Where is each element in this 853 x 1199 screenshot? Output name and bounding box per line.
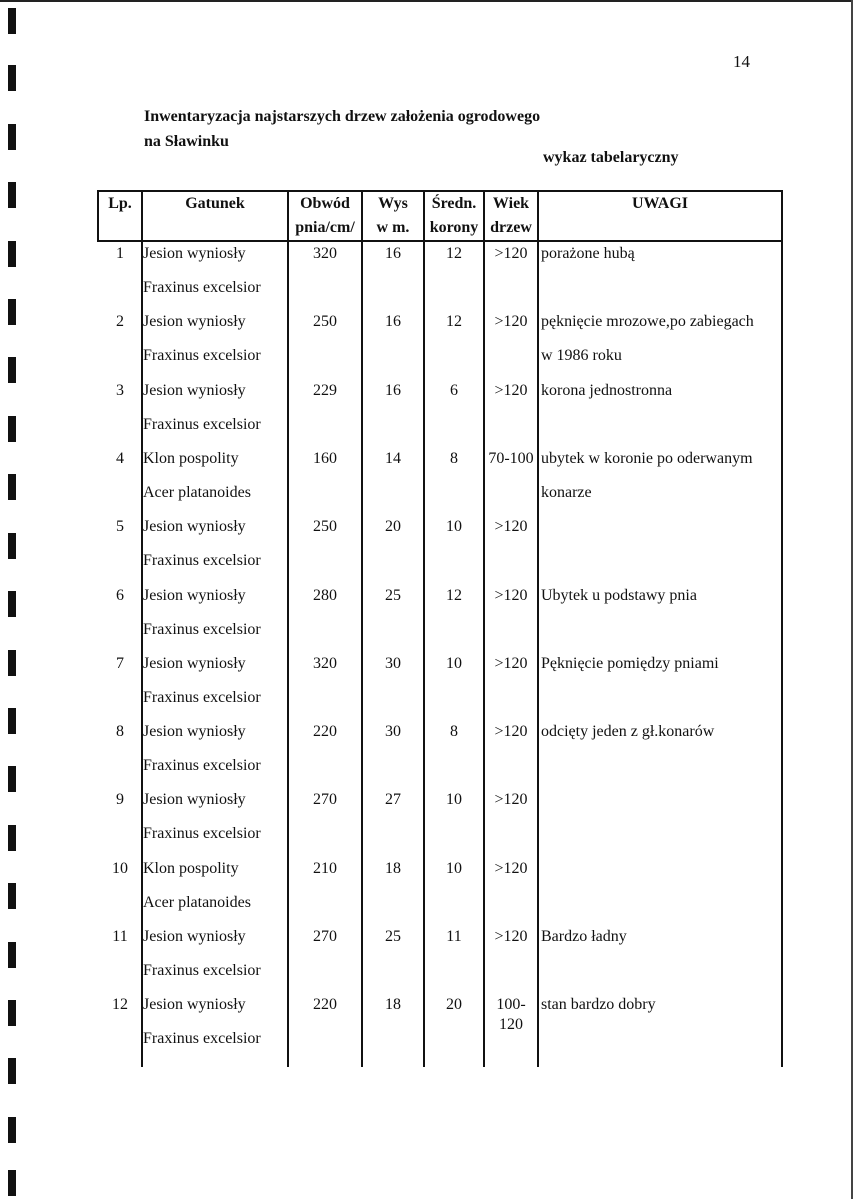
binding-hole — [8, 124, 16, 150]
column-divider-wiek — [537, 190, 539, 1067]
cell-lp: 11 — [112, 928, 128, 945]
cell-age: >120 — [494, 381, 528, 399]
binding-hole — [8, 708, 16, 734]
header-sredn-line2: korony — [429, 219, 479, 236]
cell-species-polish: Jesion wyniosły — [143, 996, 246, 1014]
cell-height: 18 — [385, 859, 401, 877]
cell-lp: 2 — [116, 313, 124, 331]
cell-circumference: 270 — [313, 791, 337, 809]
cell-remarks-line1: pęknięcie mrozowe,po zabiegach — [541, 313, 754, 331]
binding-hole — [8, 650, 16, 676]
cell-remarks-line1: stan bardzo dobry — [541, 996, 656, 1014]
cell-height: 27 — [385, 791, 401, 809]
cell-species-polish: Jesion wyniosły — [143, 586, 246, 604]
cell-height: 30 — [385, 654, 401, 672]
cell-crown-diameter: 10 — [446, 518, 462, 536]
cell-height: 16 — [385, 381, 401, 399]
cell-crown-diameter: 10 — [446, 654, 462, 672]
cell-species-polish: Jesion wyniosły — [143, 313, 246, 331]
cell-remarks-line1: Bardzo ładny — [541, 928, 627, 945]
cell-remarks-line1: korona jednostronna — [541, 381, 673, 399]
binding-hole — [8, 533, 16, 559]
cell-circumference: 210 — [313, 859, 337, 877]
document-title — [144, 104, 540, 154]
cell-crown-diameter: 12 — [446, 313, 462, 331]
table-right-border — [781, 190, 783, 1067]
cell-lp: 7 — [116, 654, 124, 672]
cell-remarks-line2: w 1986 roku — [541, 347, 622, 365]
cell-circumference: 250 — [313, 313, 337, 331]
cell-species-polish: Jesion wyniosły — [143, 723, 246, 741]
binding-hole — [8, 883, 16, 909]
cell-species-polish: Klon pospolity — [143, 859, 239, 877]
cell-lp: 9 — [116, 791, 124, 809]
cell-lp: 5 — [116, 518, 124, 536]
inventory-table — [97, 190, 783, 1067]
cell-height: 25 — [385, 586, 401, 604]
cell-height: 16 — [385, 245, 401, 262]
page-number: 14 — [733, 52, 750, 71]
cell-height: 18 — [385, 996, 401, 1014]
cell-age: >120 — [494, 928, 528, 945]
binding-hole — [8, 1058, 16, 1084]
page-edge-top — [0, 0, 853, 2]
binding-hole — [8, 241, 16, 267]
header-wys-line1: Wys — [378, 195, 408, 212]
cell-circumference: 270 — [313, 928, 337, 945]
binding-hole — [8, 182, 16, 208]
cell-circumference: 160 — [313, 449, 337, 467]
cell-remarks-line1: ubytek w koronie po oderwanym — [541, 449, 753, 467]
cell-species-latin: Fraxinus excelsior — [143, 279, 261, 296]
cell-lp: 12 — [112, 996, 128, 1014]
cell-species-polish: Jesion wyniosły — [143, 381, 246, 399]
cell-age: 70-100 — [488, 449, 534, 467]
cell-crown-diameter: 6 — [450, 381, 458, 399]
cell-age: >120 — [494, 586, 528, 604]
header-uwagi: UWAGI — [631, 195, 688, 212]
document-subtitle: wykaz tabelaryczny — [543, 149, 679, 166]
cell-age: >120 — [494, 245, 528, 262]
binding-hole — [8, 416, 16, 442]
cell-remarks-line1: Ubytek u podstawy pnia — [541, 586, 697, 604]
cell-lp: 8 — [116, 723, 124, 741]
header-gatunek: Gatunek — [185, 195, 245, 212]
cell-lp: 6 — [116, 586, 124, 604]
binding-hole — [8, 1170, 16, 1196]
header-wiek-line1: Wiek — [492, 195, 530, 212]
header-sredn-line1: Średn. — [431, 195, 477, 212]
cell-height: 25 — [385, 928, 401, 945]
cell-crown-diameter: 20 — [446, 996, 462, 1014]
cell-lp: 4 — [116, 449, 124, 467]
cell-remarks-line1: Pęknięcie pomiędzy pniami — [541, 654, 719, 672]
cell-height: 16 — [385, 313, 401, 331]
cell-circumference: 320 — [313, 654, 337, 672]
cell-remarks-line1: porażone hubą — [541, 245, 635, 262]
title-line-1: Inwentaryzacja najstarszych drzew założenia ogrodowego — [144, 108, 541, 125]
cell-circumference: 229 — [313, 381, 337, 399]
cell-crown-diameter: 8 — [450, 449, 458, 467]
cell-age: >120 — [494, 859, 528, 877]
cell-species-latin: Fraxinus excelsior — [143, 415, 261, 433]
cell-remarks-line1: odcięty jeden z gł.konarów — [541, 723, 715, 741]
binding-hole — [8, 942, 16, 968]
header-obwod-line2: pnia/cm/ — [295, 219, 355, 236]
cell-circumference: 250 — [313, 518, 337, 536]
cell-remarks-line2: konarze — [541, 483, 592, 501]
cell-height: 14 — [385, 449, 401, 467]
cell-species-latin: Fraxinus excelsior — [143, 962, 261, 979]
cell-species-latin: Fraxinus excelsior — [143, 757, 261, 775]
cell-species-latin: Fraxinus excelsior — [143, 347, 261, 365]
header-wys-line2: w m. — [376, 219, 410, 236]
binding-hole — [8, 591, 16, 617]
cell-species-latin: Fraxinus excelsior — [143, 552, 261, 570]
cell-species-latin: Fraxinus excelsior — [143, 1030, 261, 1048]
cell-crown-diameter: 8 — [450, 723, 458, 741]
cell-species-polish: Jesion wyniosły — [143, 654, 246, 672]
cell-age: 100- 120 — [496, 996, 526, 1034]
cell-age: >120 — [494, 518, 528, 536]
cell-height: 20 — [385, 518, 401, 536]
header-obwod-line1: Obwód — [300, 195, 350, 212]
cell-age: >120 — [494, 313, 528, 331]
cell-lp: 3 — [116, 381, 124, 399]
cell-age: >120 — [494, 791, 528, 809]
cell-species-latin: Acer platanoides — [143, 483, 251, 501]
cell-crown-diameter: 10 — [446, 859, 462, 877]
binding-hole — [8, 766, 16, 792]
cell-age: >120 — [494, 654, 528, 672]
cell-crown-diameter: 11 — [446, 928, 462, 945]
cell-lp: 10 — [112, 859, 128, 877]
cell-species-polish: Jesion wyniosły — [143, 518, 246, 536]
binding-hole — [8, 474, 16, 500]
cell-circumference: 220 — [313, 723, 337, 741]
cell-age: >120 — [494, 723, 528, 741]
cell-circumference: 320 — [313, 245, 337, 262]
cell-lp: 1 — [116, 245, 124, 262]
cell-species-latin: Fraxinus excelsior — [143, 688, 261, 706]
cell-circumference: 280 — [313, 586, 337, 604]
cell-crown-diameter: 12 — [446, 245, 462, 262]
binding-hole — [8, 1000, 16, 1026]
cell-species-polish: Jesion wyniosły — [143, 791, 246, 809]
binding-hole — [8, 299, 16, 325]
cell-species-polish: Klon pospolity — [143, 449, 239, 467]
binding-hole — [8, 8, 16, 34]
title-line-2: na Sławinku — [144, 133, 229, 150]
table-header-divider — [97, 240, 783, 242]
cell-species-polish: Jesion wyniosły — [143, 245, 246, 262]
cell-circumference: 220 — [313, 996, 337, 1014]
cell-species-latin: Acer platanoides — [143, 893, 251, 911]
binding-hole — [8, 65, 16, 91]
cell-species-latin: Fraxinus excelsior — [143, 620, 261, 638]
header-lp: Lp. — [108, 195, 132, 212]
cell-height: 30 — [385, 723, 401, 741]
cell-species-latin: Fraxinus excelsior — [143, 825, 261, 843]
binding-hole — [8, 357, 16, 383]
header-wiek-line2: drzew — [490, 219, 532, 236]
cell-crown-diameter: 12 — [446, 586, 462, 604]
cell-crown-diameter: 10 — [446, 791, 462, 809]
cell-species-polish: Jesion wyniosły — [143, 928, 246, 945]
binding-hole — [8, 1117, 16, 1143]
binding-hole — [8, 825, 16, 851]
table-top-border — [97, 190, 783, 192]
